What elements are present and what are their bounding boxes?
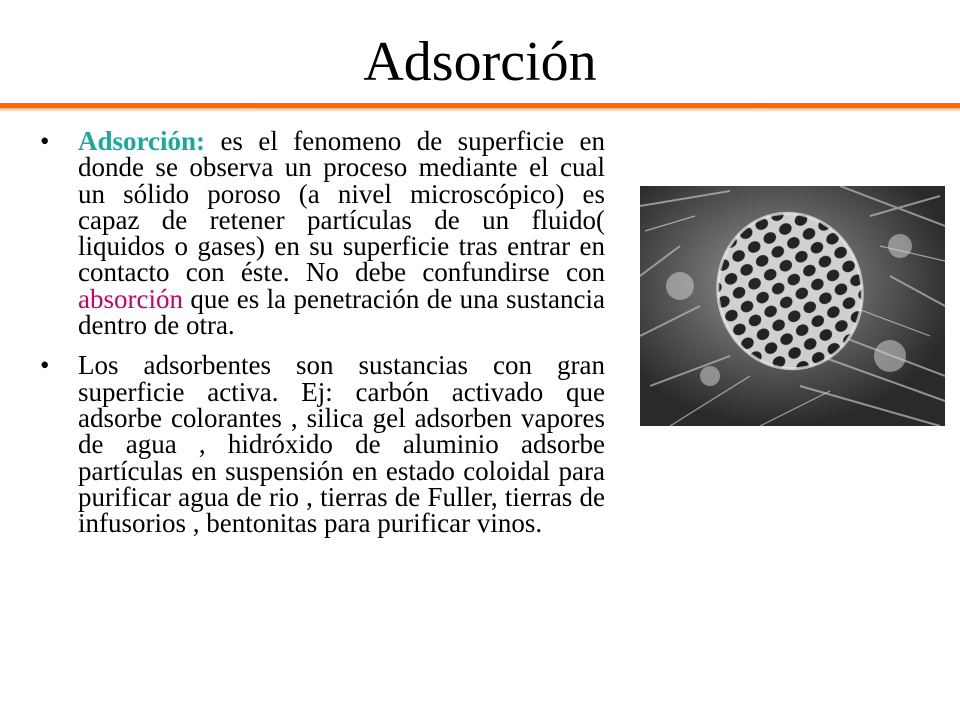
bullet-item-adsorcion <box>40 126 605 341</box>
bullet-item-adsorbentes <box>40 350 605 539</box>
bullet-dot: • <box>40 126 50 156</box>
definition-text-end: que es la penetración de una sustancia dentro de otra. <box>78 283 605 341</box>
definition-text: es el fenomeno de superficie en donde se observa un proceso mediante el cual un sólido poroso (a nivel microscópico) es capaz de retener partículas de un fluido( liquidos o gases) en su superficie tras entrar en contacto con éste. No debe confundirse con <box>78 126 605 288</box>
porous-solid-micrograph <box>640 186 945 426</box>
adsorbentes-text: Los adsorbentes son sustancias con gran superficie activa. Ej: carbón activado que adsorbe colorantes , silica gel adsorben vapores de agua , hidróxido de aluminio adsorbe partículas en suspensión en estado coloidal para purificar agua de rio , tierras de Fuller, tierras de infusorios , bentonitas para purificar vinos. <box>78 350 605 539</box>
micrograph-image <box>640 186 945 426</box>
absorcion-word: absorción <box>78 283 183 314</box>
term-adsorcion: Adsorción: <box>78 126 206 156</box>
bullet-dot: • <box>40 350 50 381</box>
bullet-list <box>40 128 605 550</box>
title-divider-shadow <box>0 108 960 112</box>
slide-title: Adsorción <box>363 31 597 93</box>
